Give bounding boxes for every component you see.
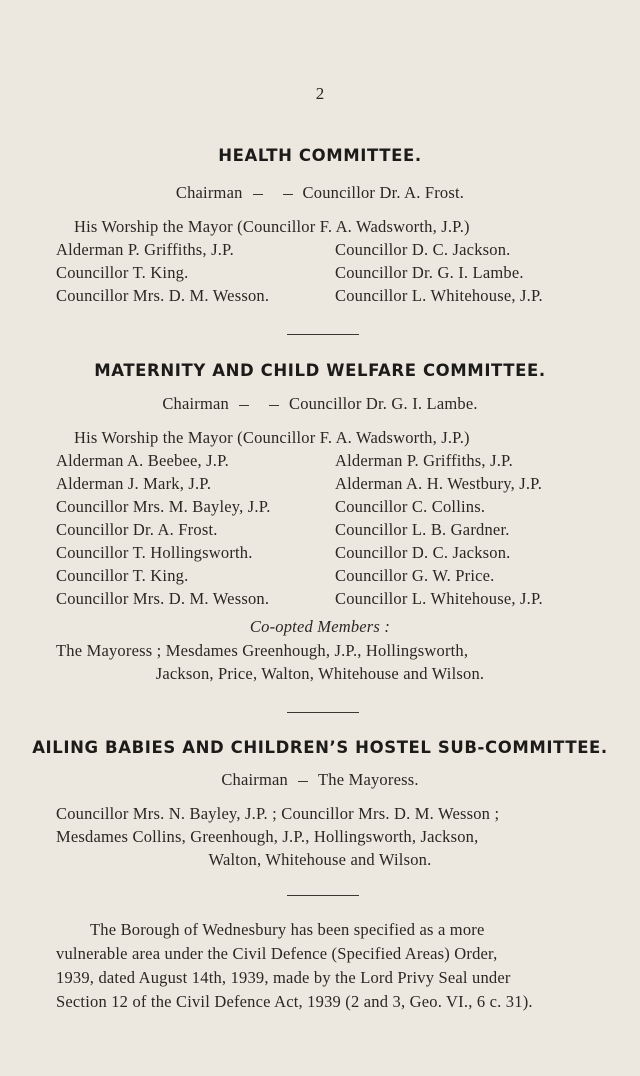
health-member-right-3: Councillor L. Whitehouse, J.P. — [335, 286, 543, 305]
section-divider — [287, 334, 359, 335]
coopted-members-line-1: The Mayoress ; Mesdames Greenhough, J.P., Hollingsworth, — [56, 641, 469, 660]
ailing-members-line-3: Walton, Whitehouse and Wilson. — [208, 850, 432, 869]
health-member-left-3: Councillor Mrs. D. M. Wesson. — [56, 286, 270, 305]
notice-line-4: Section 12 of the Civil Defence Act, 1939 (2 and 3, Geo. VI., 6 c. 31). — [56, 992, 533, 1011]
ailing-members-line-1: Councillor Mrs. N. Bayley, J.P. ; Councillor Mrs. D. M. Wesson ; — [56, 804, 500, 823]
maternity-member-right-6: Councillor G. W. Price. — [335, 566, 495, 585]
notice-line-1: The Borough of Wednesbury has been specified as a more — [90, 920, 485, 939]
maternity-chairman-name: Councillor Dr. G. I. Lambe. — [288, 394, 478, 413]
maternity-member-right-1: Alderman P. Griffiths, J.P. — [335, 451, 513, 470]
dash — [253, 194, 263, 195]
health-committee-title: HEALTH COMMITTEE. — [218, 146, 422, 165]
maternity-member-left-1: Alderman A. Beebee, J.P. — [56, 451, 229, 470]
ailing-chairman-line — [0, 770, 640, 790]
health-member-left-1: Alderman P. Griffiths, J.P. — [56, 240, 234, 259]
maternity-member-right-5: Councillor D. C. Jackson. — [335, 543, 511, 562]
health-member-right-2: Councillor Dr. G. I. Lambe. — [335, 263, 524, 282]
dash — [298, 781, 308, 782]
notice-line-2: vulnerable area under the Civil Defence (Specified Areas) Order, — [56, 944, 498, 963]
ailing-babies-subcommittee-title: AILING BABIES AND CHILDREN’S HOSTEL SUB-COMMITTEE. — [32, 738, 608, 757]
maternity-member-left-5: Councillor T. Hollingsworth. — [56, 543, 253, 562]
maternity-chairman-label: Chairman — [162, 394, 229, 413]
ailing-chairman-label: Chairman — [221, 770, 288, 789]
dash — [283, 194, 293, 195]
maternity-member-right-4: Councillor L. B. Gardner. — [335, 520, 510, 539]
ailing-chairman-name: The Mayoress. — [318, 770, 419, 789]
coopted-members-line-2: Jackson, Price, Walton, Whitehouse and Wilson. — [155, 664, 485, 683]
notice-line-3: 1939, dated August 14th, 1939, made by the Lord Privy Seal under — [56, 968, 511, 987]
maternity-member-left-2: Alderman J. Mark, J.P. — [56, 474, 212, 493]
health-mayor-line: His Worship the Mayor (Councillor F. A. Wadsworth, J.P.) — [74, 217, 470, 236]
maternity-chairman-line — [0, 394, 640, 414]
maternity-member-right-2: Alderman A. H. Westbury, J.P. — [335, 474, 543, 493]
maternity-member-left-6: Councillor T. King. — [56, 566, 189, 585]
maternity-mayor-line: His Worship the Mayor (Councillor F. A. Wadsworth, J.P.) — [74, 428, 470, 447]
health-chairman-label: Chairman — [175, 183, 243, 202]
ailing-members-line-2: Mesdames Collins, Greenhough, J.P., Hollingsworth, Jackson, — [56, 827, 479, 846]
maternity-committee-title: MATERNITY AND CHILD WELFARE COMMITTEE. — [94, 361, 546, 380]
page-number: 2 — [315, 84, 325, 103]
health-member-left-2: Councillor T. King. — [56, 263, 189, 282]
health-chairman-line — [0, 183, 640, 203]
maternity-member-left-7: Councillor Mrs. D. M. Wesson. — [56, 589, 270, 608]
maternity-member-right-7: Councillor L. Whitehouse, J.P. — [335, 589, 543, 608]
maternity-member-left-4: Councillor Dr. A. Frost. — [56, 520, 218, 539]
dash — [239, 405, 249, 406]
health-chairman-name: Councillor Dr. A. Frost. — [302, 183, 465, 202]
dash — [269, 405, 279, 406]
section-divider — [287, 712, 359, 713]
maternity-member-right-3: Councillor C. Collins. — [335, 497, 486, 516]
section-divider — [287, 895, 359, 896]
health-member-right-1: Councillor D. C. Jackson. — [335, 240, 511, 259]
maternity-member-left-3: Councillor Mrs. M. Bayley, J.P. — [56, 497, 271, 516]
coopted-members-label: Co-opted Members : — [249, 617, 391, 636]
